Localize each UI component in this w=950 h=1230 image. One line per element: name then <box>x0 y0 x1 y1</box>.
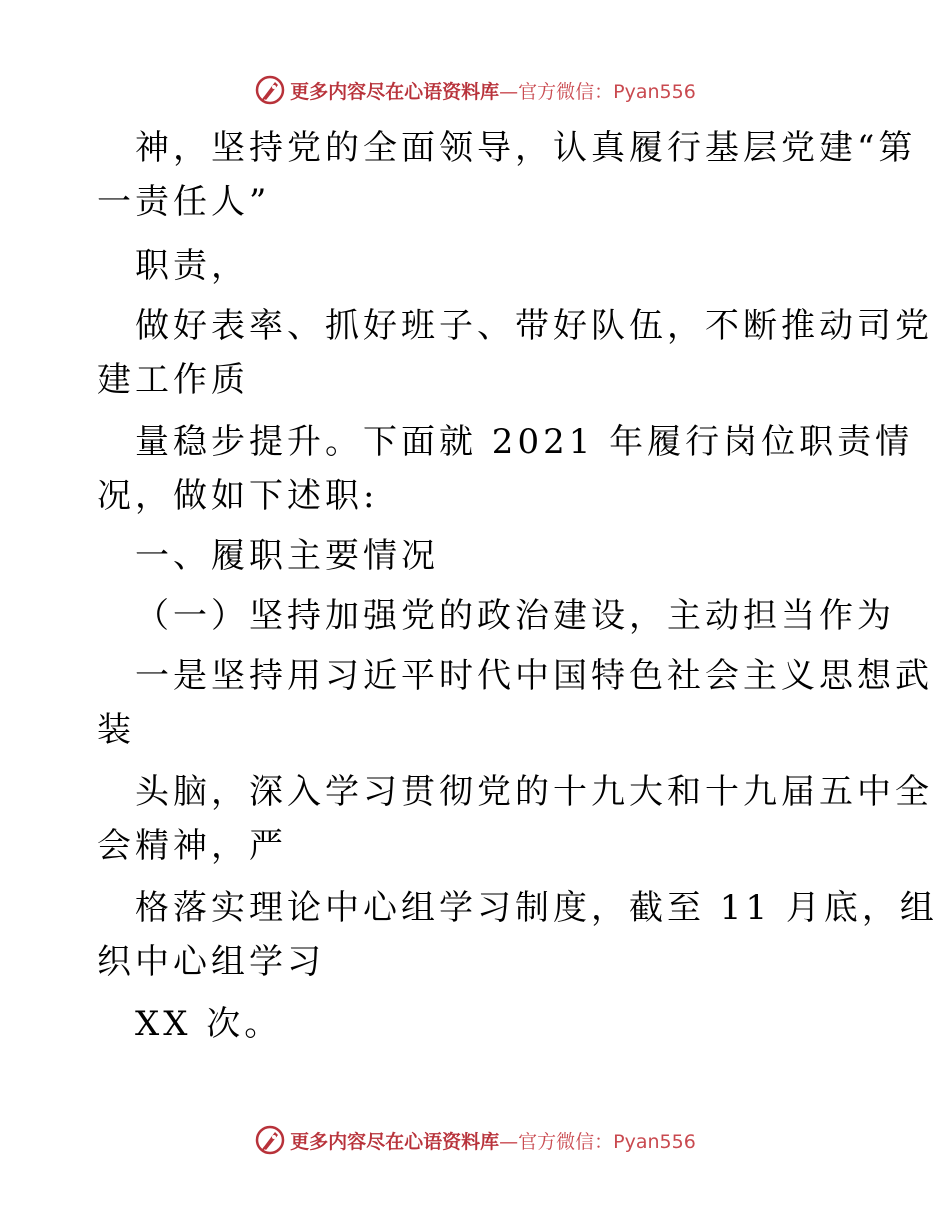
text-line: 会精神，严 <box>97 826 287 866</box>
quill-pen-icon <box>254 74 286 106</box>
text-line: XX 次。 <box>135 1004 283 1044</box>
watermark-sub-text: —官方微信：Pyan556 <box>499 80 696 103</box>
watermark-main-text: 更多内容尽在心语资料库 <box>290 1130 500 1153</box>
text-line: 量稳步提升。下面就 2021 年履行岗位职责情 <box>135 422 914 462</box>
text-line: 织中心组学习 <box>97 942 325 982</box>
watermark-sub-text: —官方微信：Pyan556 <box>499 1130 696 1153</box>
text-line: 一是坚持用习近平时代中国特色社会主义思想武 <box>135 656 933 696</box>
text-line: 况，做如下述职: <box>97 476 379 516</box>
footer-watermark <box>0 1120 950 1160</box>
watermark-main-text: 更多内容尽在心语资料库 <box>290 80 500 103</box>
text-line: 一责任人” <box>97 182 271 222</box>
quill-pen-icon <box>254 1124 286 1156</box>
text-line: 职责， <box>135 246 249 286</box>
subsection-heading: （一）坚持加强党的政治建设，主动担当作为 <box>135 596 895 636</box>
text-line: 装 <box>97 710 135 750</box>
section-heading: 一、履职主要情况 <box>135 536 439 576</box>
text-line: 建工作质 <box>97 360 249 400</box>
header-watermark <box>0 70 950 110</box>
text-line: 头脑，深入学习贯彻党的十九大和十九届五中全 <box>135 772 933 812</box>
text-line: 神，坚持党的全面领导，认真履行基层党建“第 <box>135 128 917 168</box>
text-line: 做好表率、抓好班子、带好队伍，不断推动司党 <box>135 306 933 346</box>
text-line: 格落实理论中心组学习制度，截至 11 月底，组 <box>135 888 938 928</box>
